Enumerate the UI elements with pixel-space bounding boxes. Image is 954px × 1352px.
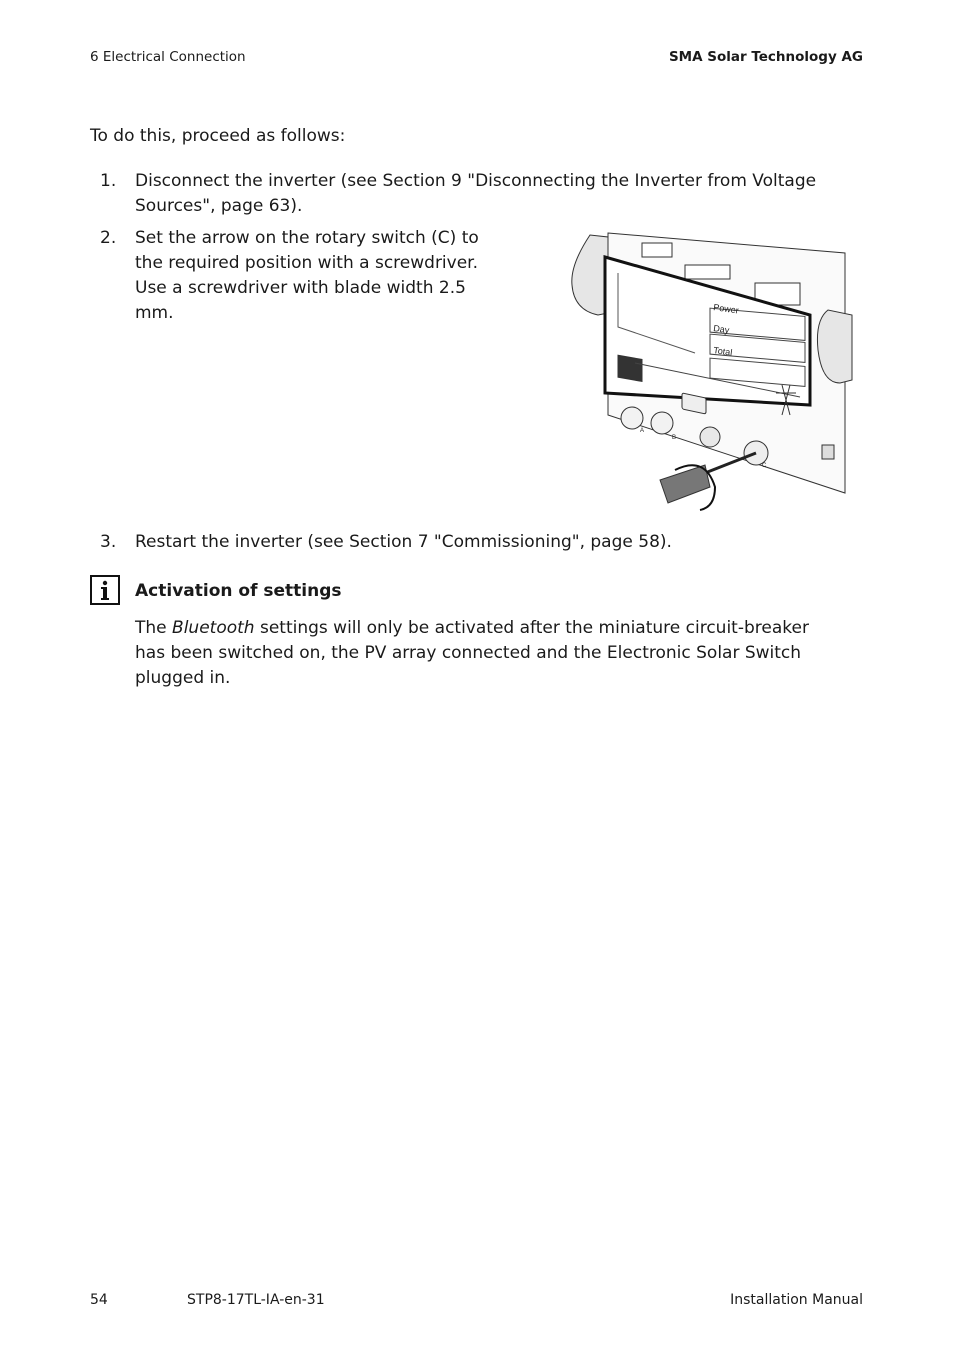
note-body: The Bluetooth settings will only be activated after the miniature circuit-breaker has been switched on, the PV array connected and the Electronic Solar Switch plugged in. — [135, 618, 809, 688]
display-label: Power — [712, 302, 740, 316]
step-number: 2. — [100, 228, 117, 248]
footer-manual-title: Installation Manual — [730, 1292, 863, 1308]
display-label: Total — [712, 345, 733, 358]
footer-page-number: 54 — [90, 1292, 108, 1308]
footer-doc-id: STP8-17TL-IA-en-31 — [187, 1292, 325, 1308]
step-text: Disconnect the inverter (see Section 9 "Disconnecting the Inverter from Voltage Sources", page 63). — [135, 171, 817, 216]
step-text: Restart the inverter (see Section 7 "Commissioning", page 58). — [135, 532, 672, 552]
switch-label: A — [640, 428, 645, 434]
step-number: 3. — [100, 532, 117, 552]
rotary-switch-illustration — [560, 225, 860, 515]
intro-text: To do this, proceed as follows: — [90, 126, 346, 146]
note-title: Activation of settings — [135, 581, 342, 601]
switch-label: C — [762, 463, 767, 469]
switch-label: B — [672, 435, 677, 441]
header-section: 6 Electrical Connection — [90, 49, 246, 65]
info-icon — [90, 575, 120, 605]
step-text: Set the arrow on the rotary switch (C) to the required position with a screwdriver. Use a screwdriver with blade width 2.5 mm. — [135, 228, 479, 323]
step-number: 1. — [100, 171, 117, 191]
header-company: SMA Solar Technology AG — [668, 49, 863, 65]
display-label: Day — [712, 323, 730, 336]
